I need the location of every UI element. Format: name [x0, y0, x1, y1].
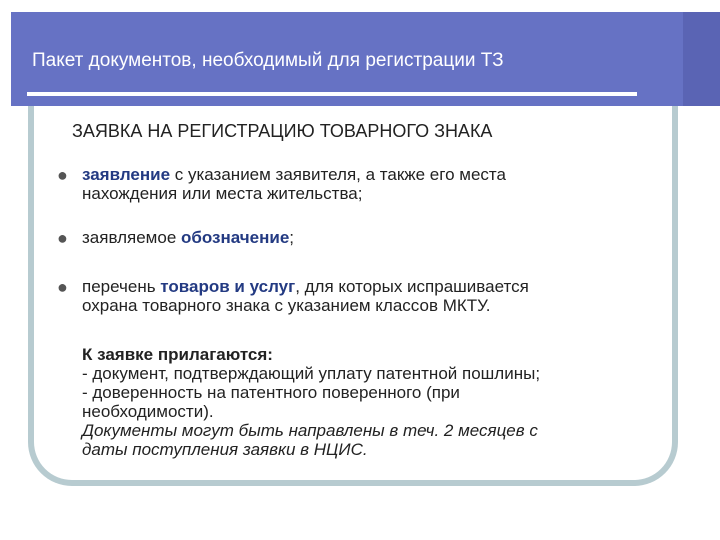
title-bar-accent: [683, 12, 720, 106]
attachment-note: даты поступления заявки в НЦИС.: [82, 440, 368, 459]
item-text: перечень: [82, 277, 161, 296]
item-text-line2: нахождения или места жительства;: [82, 184, 363, 203]
slide-title: Пакет документов, необходимый для регистрации ТЗ: [32, 50, 504, 71]
item-highlight: обозначение: [181, 228, 290, 247]
bullet-icon: ●: [57, 165, 68, 185]
item-text-line2: охрана товарного знака с указанием классов МКТУ.: [82, 296, 491, 315]
attachment-line: - доверенность на патентного поверенного (при: [82, 383, 460, 402]
item-text: , для которых испрашивается: [295, 277, 529, 296]
attachment-line: необходимости).: [82, 402, 214, 421]
item-text: ;: [289, 228, 295, 247]
bullet-icon: ●: [57, 277, 68, 297]
attachments-block: [82, 345, 662, 459]
item-highlight: товаров и услуг: [160, 277, 296, 296]
attachment-note: Документы могут быть направлены в теч. 2 месяцев с: [82, 421, 538, 440]
title-underline: [27, 92, 637, 96]
item-highlight: заявление: [82, 165, 171, 184]
bullet-icon: ●: [57, 228, 68, 248]
attachment-line: - документ, подтверждающий уплату патентной пошлины;: [82, 364, 541, 383]
list-item: [82, 277, 662, 315]
list-item: [82, 228, 662, 247]
section-heading: ЗАЯВКА НА РЕГИСТРАЦИЮ ТОВАРНОГО ЗНАКА: [72, 121, 493, 141]
item-text: заявляемое: [82, 228, 181, 247]
attachments-title: К заявке прилагаются:: [82, 345, 273, 364]
item-text: с указанием заявителя, а также его места: [170, 165, 506, 184]
list-item: [82, 165, 662, 203]
